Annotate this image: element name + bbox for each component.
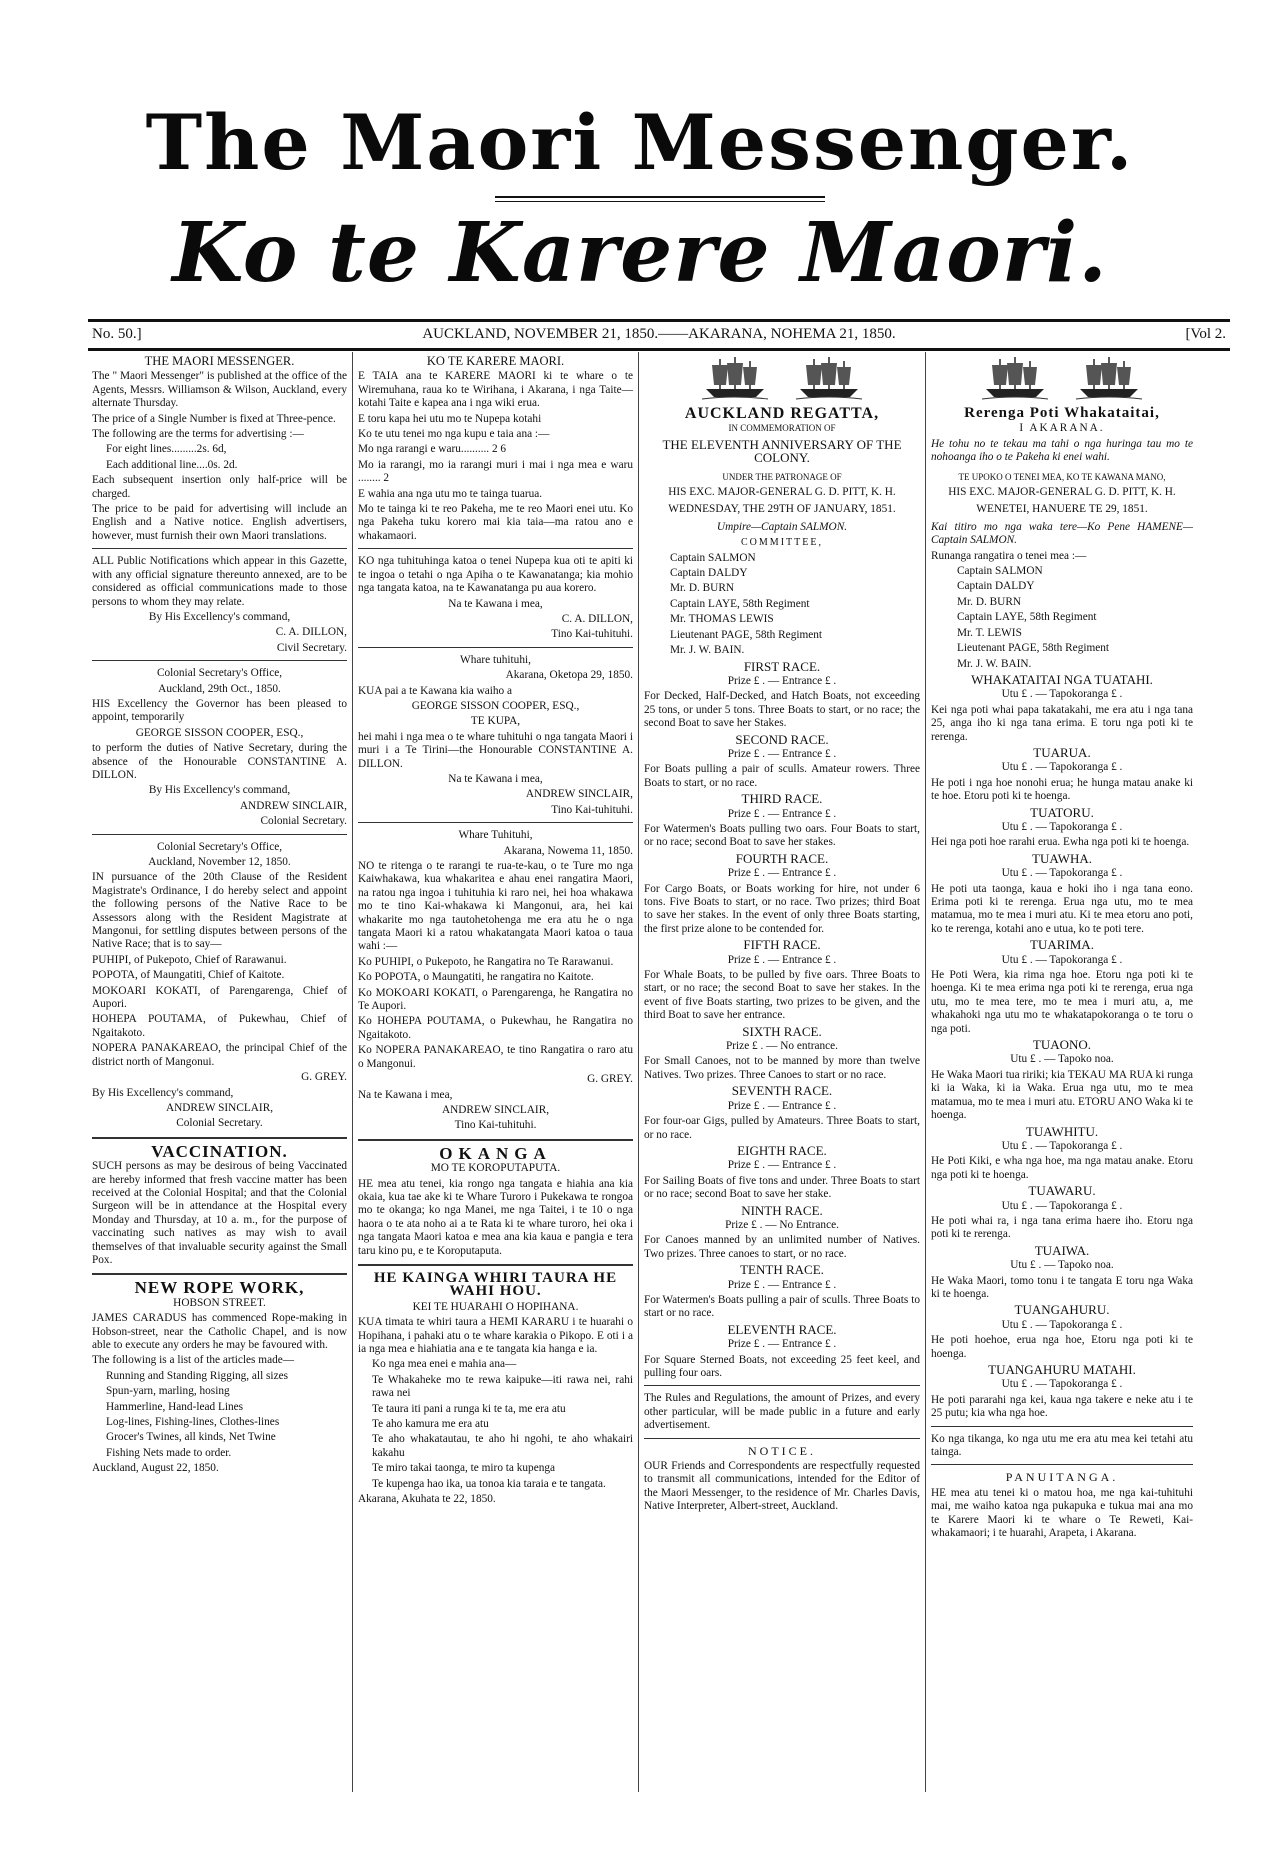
signature-title: Tino Kai-tuhituhi.	[551, 803, 633, 816]
race-prize: Prize £ . — No Entrance.	[725, 1218, 839, 1231]
paragraph: The following are the terms for advertising :—	[92, 428, 304, 441]
column-rule	[638, 352, 639, 1792]
regatta-heading: AUCKLAND REGATTA,	[684, 405, 880, 422]
race-heading: TUATORU.	[1030, 804, 1094, 820]
race-prize: Prize £ . — Entrance £ .	[727, 953, 837, 966]
rate-line: Each additional line....0s. 2d.	[106, 458, 238, 471]
dated-line: Akarana, Akuhata te 22, 1850.	[358, 1493, 496, 1506]
race-description: He Waka Maori, tomo tonu i te tangata E toru nga Waka ki te hoenga.	[931, 1274, 1193, 1300]
race-prize: Prize £ . — Entrance £ .	[727, 1159, 837, 1172]
race-prize: Prize £ . — Entrance £ .	[727, 1338, 837, 1351]
race-heading: TUAONO.	[1032, 1037, 1092, 1053]
committee-member: Captain SALMON	[957, 565, 1043, 578]
notice-paragraph: OUR Friends and Correspondents are respectfully requested to transmit all communications, intended for the Editor of the Maori Messenger, to the residence of Mr. Charles Davis, Native Interpreter, Albert-street, Auckland.	[644, 1460, 920, 1513]
rate-line: For eight lines.........2s. 6d,	[106, 443, 227, 456]
assessor-entry: PUHIPI, of Pukepoto, Chief of Rarawanui.	[92, 953, 287, 966]
column-4	[931, 355, 1193, 1845]
notice-paragraph: ALL Public Notifications which appear in this Gazette, with any official signature thereunto annexed, are to be considered as official communications made to those persons to whom they may relate.	[92, 555, 347, 608]
race-description: He poti uta taonga, kaua e hoki iho i nga tana eono. Erima poti ki te rerenga. Erua nga utu, mo te mea matamua, mo te mea i muri atu. Ki te mea etoru ano poti, ko te rerenga, kotahi ano e utua, ko te poti tere.	[931, 882, 1193, 935]
race-prize: Utu £ . — Tapokoranga £ .	[1001, 820, 1123, 833]
assessor-entry: NOPERA PANAKAREAO, the principal Chief of the district north of Mangonui.	[92, 1042, 347, 1068]
notice-paragraph: HE mea atu tenei ki o matou hoa, me nga kai-tuhituhi mai, me waiho katoa nga pukapuka e tukua mai ana mo te Karere Maori ki te whare o Te Reweti, Kai-whakamaori; i te huarahi, Arapeta, i Akarana.	[931, 1486, 1193, 1540]
committee-member: Mr. T. LEWIS	[957, 626, 1022, 639]
race-heading: TENTH RACE.	[740, 1262, 824, 1278]
ship-illustrations	[644, 355, 920, 401]
committee-member: Lieutenant PAGE, 58th Regiment	[670, 628, 823, 641]
race-description: For Canoes manned by an unlimited number of Natives. Two prizes. Three canoes to start, or no race.	[644, 1234, 920, 1260]
committee-member: Mr. D. BURN	[957, 595, 1022, 608]
assessor-entry: Ko MOKOARI KOKATI, o Parengarenga, he Rangatira no Te Aupori.	[358, 986, 633, 1013]
office-line: Whare tuhituhi,	[460, 653, 531, 666]
race-heading: TUARUA.	[1033, 744, 1091, 760]
rope-item: Ko nga mea enei e mahia ana—	[372, 1358, 517, 1371]
race-heading: FIRST RACE.	[743, 658, 821, 674]
notice-paragraph: hei mahi i nga mea o te whare tuhituhi o nga tangata Maori i muri i a Te Tirini—the Honourable CONSTANTINE A. DILLON.	[358, 730, 633, 770]
race-heading: SIXTH RACE.	[742, 1023, 822, 1039]
race-prize: Utu £ . — Tapoko noa.	[1010, 1259, 1114, 1272]
race-description: He poti i nga hoe nonohi erua; he hunga matau anake ki te hoe. Etoru poti ki te hoenga.	[931, 776, 1193, 803]
race-heading: FOURTH RACE.	[735, 850, 829, 866]
office-date: Auckland, November 12, 1850.	[148, 856, 291, 868]
race-description: For Cargo Boats, or Boats working for hire, not under 6 tons. Five Boats to start, or no race. Two prizes; third Boat to save her stakes. In the event of only three Boats starting, the first prize alone to be contended for.	[644, 882, 920, 935]
committee-heading: Runanga rangatira o tenei mea :—	[931, 549, 1087, 562]
paragraph: Ko te utu tenei mo nga kupu e taia ana :—	[358, 428, 550, 441]
rope-work-paragraph: JAMES CARADUS has commenced Rope-making in Hobson-street, near the Catholic Chapel, and is now able to execute any orders he may be favoured with.	[92, 1312, 347, 1351]
race-heading: SEVENTH RACE.	[731, 1083, 833, 1099]
regatta-maori-heading: Rerenga Poti Whakataitai,	[964, 405, 1160, 421]
committee-member: Captain SALMON	[670, 551, 756, 564]
section-heading: THE MAORI MESSENGER.	[144, 355, 295, 368]
sailing-ship-icon	[700, 355, 770, 401]
appointee-maori: TE KUPA,	[470, 715, 521, 728]
ship-illustrations	[931, 355, 1193, 401]
divider	[358, 1139, 633, 1141]
rope-work-heading: NEW ROPE WORK,	[134, 1278, 305, 1298]
committee-member: Mr. J. W. BAIN.	[670, 644, 745, 657]
signature: ANDREW SINCLAIR,	[239, 799, 347, 812]
assessor-entry: Ko POPOTA, o Maungatiti, he rangatira no Kaitote.	[358, 971, 594, 984]
race-list	[644, 660, 920, 1381]
paragraph: E TAIA ana te KARERE MAORI ki te whare o te Wiremuhana, raua ko te Wirihana, i Akarana, i nga Taite—kotahi Taite e kapea ana i nga wiki erua.	[358, 370, 633, 410]
race-prize: Prize £ . — Entrance £ .	[727, 674, 837, 687]
race-prize: Utu £ . — Tapokoranga £ .	[1001, 1199, 1123, 1212]
rope-work-maori-paragraph: KUA timata te whiri taura a HEMI KARARU i te huarahi o Hopihana, i pahaki atu o te whare karakia o Pikopo. E oti i a ia nga mea e hiahiatia ana e te tangata kia hanga e ia.	[358, 1316, 633, 1355]
rope-item: Fishing Nets made to order.	[106, 1446, 232, 1459]
race-prize: Utu £ . — Tapokoranga £ .	[1001, 867, 1123, 880]
signature: G. GREY.	[301, 1071, 347, 1084]
committee-member: Mr. D. BURN	[670, 582, 735, 595]
signature-title: Civil Secretary.	[276, 641, 347, 654]
committee-member: Lieutenant PAGE, 58th Regiment	[957, 642, 1110, 655]
rope-item: Te aho whakatautau, te aho hi ngohi, te aho whakairi kakahu	[372, 1433, 633, 1459]
race-prize: Prize £ . — Entrance £ .	[727, 1278, 837, 1291]
issue-number: No. 50.]	[92, 326, 142, 342]
race-description: For Decked, Half-Decked, and Hatch Boats, not exceeding 25 tons, or under 5 tons. Three Boats to start, or no race; the second Boat to save her Stakes.	[644, 690, 920, 730]
rope-item: Hammerline, Hand-lead Lines	[106, 1400, 244, 1413]
command-line: By His Excellency's command,	[92, 1086, 234, 1099]
race-prize: Utu £ . — Tapokoranga £ .	[1001, 1139, 1123, 1152]
dated-line: Auckland, August 22, 1850.	[92, 1462, 219, 1475]
race-heading: TUAWHA.	[1032, 850, 1092, 866]
race-description: He poti hoehoe, erua nga hoe, Etoru nga poti ki te hoenga.	[931, 1334, 1193, 1360]
assessor-entry: Ko HOHEPA POUTAMA, o Pukewhau, he Rangatira no Ngaitakoto.	[358, 1015, 633, 1041]
office-date: Auckland, 29th Oct., 1850.	[158, 682, 281, 695]
sailing-ship-icon	[1074, 355, 1144, 401]
committee-heading: COMMITTEE,	[741, 537, 823, 549]
race-description: Hei nga poti hoe rarahi erua. Ewha nga poti ki te hoenga.	[931, 836, 1190, 849]
signature-title: Tino Kai-tuhituhi.	[454, 1119, 537, 1132]
masthead-subtitle: Ko te Karere Maori.	[172, 205, 1108, 301]
signature-title: Tino Kai-tuhituhi.	[551, 628, 633, 641]
signature: C. A. DILLON,	[561, 612, 633, 625]
race-description: Kei nga poti whai papa takatakahi, me era atu i nga tana 25, anga iho ki nga tana erima. E toru nga poti ki te rerenga.	[931, 703, 1193, 743]
race-prize: Prize £ . — Entrance £ .	[727, 1099, 837, 1112]
appointee: GEORGE SISSON COOPER, ESQ.,	[411, 699, 580, 712]
race-prize: Utu £ . — Tapokoranga £ .	[1001, 761, 1123, 774]
race-heading: TUAIWA.	[1034, 1242, 1090, 1258]
regatta-date: WEDNESDAY, THE 29TH OF JANUARY, 1851.	[668, 503, 896, 516]
divider	[644, 1438, 920, 1439]
divider	[931, 1426, 1193, 1427]
regatta-occasion: THE ELEVENTH ANNIVERSARY OF THE COLONY.	[662, 436, 902, 466]
race-description: He Poti Kiki, e wha nga hoe, ma nga matau anake. Etoru nga poti ki te hoenga.	[931, 1155, 1193, 1181]
rules-paragraph: The Rules and Regulations, the amount of Prizes, and every other particular, will be made public in a future and early advertisement.	[644, 1392, 920, 1432]
issue-date: AUCKLAND, NOVEMBER 21, 1850.——AKARANA, NOHEMA 21, 1850.	[422, 326, 896, 342]
column-rule	[925, 352, 926, 1792]
committee-list	[931, 565, 1193, 671]
race-description: He poti pararahi nga kei, kaua nga takere e neke atu i te 25 putu; kia wha nga hoe.	[931, 1393, 1193, 1420]
notice-paragraph: IN pursuance of the 20th Clause of the Resident Magistrate's Ordinance, I do hereby select and appoint the following persons of the Native Race to be Assessors along with the Resident Magistrate at Mangonui, for settling disputes between persons of the Native Race; that is to say—	[92, 871, 347, 951]
office-date: Akarana, Nowema 11, 1850.	[503, 844, 633, 857]
divider	[92, 1137, 347, 1139]
command-line: By His Excellency's command,	[148, 784, 291, 797]
signature-title: Colonial Secretary.	[260, 815, 347, 828]
okanga-heading: OKANGA	[439, 1143, 552, 1163]
divider	[644, 1385, 920, 1386]
paragraph: E toru kapa hei utu mo te Nupepa kotahi	[358, 412, 542, 425]
rope-item: Te aho kamura me era atu	[372, 1418, 489, 1431]
column-1	[92, 355, 347, 1845]
race-description: For Watermen's Boats pulling two oars. Four Boats to start, or no race; second Boat to save her stakes.	[644, 822, 920, 849]
umpire-line: Kai titiro mo nga waka tere—Ko Pene HAMENE—Captain SALMON.	[931, 520, 1193, 547]
race-heading: TUANGAHURU.	[1014, 1302, 1110, 1318]
umpire-line: Umpire—Captain SALMON.	[716, 520, 848, 533]
signature-title: Colonial Secretary.	[176, 1117, 263, 1130]
race-description: He poti whai ra, i nga tana erima haere iho. Etoru nga poti ki te rerenga.	[931, 1214, 1193, 1241]
masthead-rule	[495, 196, 825, 198]
race-description: For Small Canoes, not to be manned by more than twelve Natives. Two prizes. Three Canoes to start or no race.	[644, 1055, 920, 1081]
race-description: For Watermen's Boats pulling a pair of sculls. Three Boats to start or no race.	[644, 1293, 920, 1320]
column-rule	[352, 352, 353, 1792]
paragraph: The price of a Single Number is fixed at Three-pence.	[92, 412, 336, 425]
signature: ANDREW SINCLAIR,	[165, 1101, 274, 1114]
divider	[931, 1464, 1193, 1465]
race-prize: Utu £ . — Tapokoranga £ .	[1001, 1318, 1123, 1331]
assessor-entry: Ko NOPERA PANAKAREAO, te tino Rangatira o raro atu o Mangonui.	[358, 1044, 633, 1070]
command-line: Na te Kawana i mea,	[448, 597, 543, 610]
regatta-maori-place: I AKARANA.	[1019, 422, 1105, 435]
office-date: Akarana, Oketopa 29, 1850.	[505, 669, 633, 682]
rope-work-maori-heading: HE KAINGA WHIRI TAURA HE WAHI HOU.	[373, 1269, 618, 1300]
rules-paragraph: Ko nga tikanga, ko nga utu me era atu mea kei tetahi atu tainga.	[931, 1432, 1193, 1459]
office-line: Colonial Secretary's Office,	[156, 840, 283, 853]
paragraph: The price to be paid for advertising will include an English and a Native notice. English advertisers, however, must furnish their own Maori translations.	[92, 503, 347, 542]
assessor-entry: POPOTA, of Maungatiti, Chief of Kaitote.	[92, 969, 285, 982]
vaccination-heading: VACCINATION.	[151, 1141, 288, 1161]
command-line: Na te Kawana i mea,	[448, 772, 543, 785]
masthead-rule-thin	[495, 201, 825, 202]
command-line: Na te Kawana i mea,	[358, 1088, 453, 1101]
rope-item: Te miro takai taonga, te miro ta kupenga	[372, 1462, 556, 1475]
rope-work-maori-subheading: KEI TE HUARAHI O HOPIHANA.	[412, 1300, 579, 1313]
committee-member: Mr. J. W. BAIN.	[957, 657, 1032, 670]
notice-paragraph: HIS Excellency the Governor has been pleased to appoint, temporarily	[92, 697, 347, 724]
paragraph: Mo te tainga ki te reo Pakeha, me te reo Maori enei utu. Ko nga Pakeha tuku korero mai kia taia—ma ratou ano e whakamaori.	[358, 503, 633, 542]
race-heading: ELEVENTH RACE.	[727, 1321, 837, 1337]
race-prize: Prize £ . — Entrance £ .	[727, 867, 837, 880]
race-description: For Sailing Boats of five tons and under. Three Boats to start or no race; second Boat to save her stake.	[644, 1174, 920, 1201]
patron-name: HIS EXC. MAJOR-GENERAL G. D. PITT, K. H.	[948, 486, 1176, 499]
race-description: He Poti Wera, kia rima nga hoe. Etoru nga poti ki te hoenga. Ki te mea erima nga poti ki te rerenga, erua nga utu, mo te mea tere, mo te mea i muri atu, a, me whakahoki nga utu mo te whakatapokoranga o te toru o nga poti.	[931, 969, 1193, 1035]
divider	[358, 647, 633, 648]
divider	[92, 834, 347, 835]
column-2	[358, 355, 633, 1845]
committee-list	[644, 552, 920, 658]
divider	[92, 1273, 347, 1275]
notice-heading: NOTICE.	[748, 1443, 816, 1458]
divider	[92, 548, 347, 549]
rope-item: Log-lines, Fishing-lines, Clothes-lines	[106, 1416, 280, 1429]
notice-heading: PANUITANGA.	[1005, 1470, 1119, 1485]
rope-item: Te taura iti pani a runga ki te ta, me era atu	[372, 1402, 566, 1415]
paragraph: Each subsequent insertion only half-price will be charged.	[92, 474, 347, 500]
race-heading: EIGHTH RACE.	[737, 1142, 827, 1158]
dateline	[88, 319, 1230, 351]
race-description: He Waka Maori tua ririki; kia TEKAU MA RUA ki runga ki ia Waka, ki ia Waka. Erua nga utu, mo te mea matamua, mo te mea i muri atu. ETORU ANO Waka ki te hoenga.	[931, 1068, 1193, 1122]
race-description: For Whale Boats, to be pulled by five oars. Three Boats to start, or no race; the second Boat to save her stakes. In the event of five Boats starting, two prizes to be given, and the third Boat to save her entrance.	[644, 969, 920, 1022]
race-list	[931, 673, 1193, 1421]
race-heading: TUARIMA.	[1030, 937, 1094, 953]
patronage-line: UNDER THE PATRONAGE OF	[722, 471, 842, 482]
race-description: For Square Sterned Boats, not exceeding 25 feet keel, and pulling four oars.	[644, 1353, 920, 1379]
race-heading: WHAKATAITAI NGA TUATAHI.	[971, 671, 1153, 687]
patron-name: HIS EXC. MAJOR-GENERAL G. D. PITT, K. H.	[668, 486, 896, 499]
assessor-entry: HOHEPA POUTAMA, of Pukewhau, Chief of Ngaitakoto.	[92, 1013, 347, 1039]
signature: G. GREY.	[587, 1073, 633, 1086]
section-heading: KO TE KARERE MAORI.	[426, 355, 565, 368]
paragraph: The " Maori Messenger" is published at the office of the Agents, Messrs. Williamson & Wilson, Auckland, every alternate Thursday.	[92, 370, 347, 410]
sailing-ship-icon	[794, 355, 864, 401]
assessor-entry: Ko PUHIPI, o Pukepoto, he Rangatira no Te Rarawanui.	[358, 955, 614, 968]
race-prize: Utu £ . — Tapoko noa.	[1010, 1053, 1114, 1066]
notice-paragraph: to perform the duties of Native Secretary, during the absence of the Honourable CONSTANTINE A. DILLON.	[92, 742, 347, 781]
race-prize: Prize £ . — Entrance £ .	[727, 807, 837, 820]
race-prize: Utu £ . — Tapokoranga £ .	[1001, 1378, 1123, 1391]
notice-paragraph: KUA pai a te Kawana kia waiho a	[358, 684, 513, 697]
appointee: GEORGE SISSON COOPER, ESQ.,	[135, 726, 304, 739]
divider	[358, 1264, 633, 1266]
okanga-paragraph: HE mea atu tenei, kia rongo nga tangata e hiahia ana kia okaia, kua tae ake ki te Whare Turoro i Pukekawa te rongoa mo te okanga; ko nga Manei, me nga Taitei, i te 10 o nga haora o te ata noho ai a te Rata ki te whare turoro, hei oka i nga tangata Maori katoa e mea ana kia kaua e pangia e tera taru kino pu, e te Koroputaputa.	[358, 1177, 633, 1257]
regatta-maori-occasion: He tohu no te tekau ma tahi o nga huringa tau mo te nohoanga iho o te Pakeha ki enei wahi.	[931, 437, 1193, 464]
office-line: Whare Tuhituhi,	[458, 829, 533, 842]
rope-work-paragraph: The following is a list of the articles made—	[92, 1354, 295, 1367]
rate-line: Mo nga rarangi e waru.......... 2 6	[358, 443, 507, 456]
signature: ANDREW SINCLAIR,	[525, 788, 633, 801]
race-description: For four-oar Gigs, pulled by Amateurs. Three Boats to start, or no race.	[644, 1115, 920, 1141]
rope-item: Grocer's Twines, all kinds, Net Twine	[106, 1431, 276, 1444]
race-heading: FIFTH RACE.	[743, 937, 821, 953]
command-line: By His Excellency's command,	[148, 610, 291, 623]
divider	[358, 822, 633, 823]
rope-work-subheading: HOBSON STREET.	[173, 1296, 266, 1309]
committee-member: Mr. THOMAS LEWIS	[670, 613, 774, 626]
rope-item: Spun-yarn, marling, hosing	[106, 1385, 230, 1398]
race-heading: THIRD RACE.	[741, 791, 823, 807]
regatta-date: WENETEI, HANUERE TE 29, 1851.	[976, 503, 1148, 516]
rate-line: Mo ia rarangi, mo ia rarangi muri i mai i nga mea e waru ........ 2	[358, 458, 633, 485]
committee-member: Captain LAYE, 58th Regiment	[670, 597, 810, 610]
race-prize: Utu £ . — Tapokoranga £ .	[1001, 953, 1123, 966]
vaccination-paragraph: SUCH persons as may be desirous of being Vaccinated are hereby informed that fresh vaccine matter has been received at the Colonial Hospital; and that the Colonial Surgeon will be in attendance at the Hospital every Monday and Thursday, at 10 a. m., for the purpose of vaccinating such natives as may wish to avail themselves of that invaluable security against the Small Pox.	[92, 1160, 347, 1266]
race-prize: Utu £ . — Tapokoranga £ .	[1001, 688, 1123, 701]
rope-item: Te kupenga hao ika, ua tonoa kia taraia e te tangata.	[372, 1477, 606, 1490]
race-heading: TUAWARU.	[1028, 1183, 1096, 1199]
paragraph: E wahia ana nga utu mo te tainga tuarua.	[358, 487, 543, 500]
sailing-ship-icon	[980, 355, 1050, 401]
volume-number: [Vol 2.	[1185, 326, 1226, 342]
assessor-entry: MOKOARI KOKATI, of Parengarenga, Chief of Aupori.	[92, 984, 347, 1011]
column-3	[644, 355, 920, 1845]
okanga-subheading: MO TE KOROPUTAPUTA.	[430, 1162, 561, 1175]
office-line: Colonial Secretary's Office,	[156, 667, 283, 680]
signature: C. A. DILLON,	[275, 626, 347, 639]
notice-paragraph: NO te ritenga o te rarangi te rua-te-kau, o te Ture mo nga Kaiwhakawa, kua whakaritea e ahau enei rangatira Maori, na ratou nga ingoa i tuhituhia ki raro nei, hei hoa whakawa mo te tino Kai-whakawa ki Mangonui, ara, hei kai whakarite mo nga tautohetohenga me era atu he o nga tangata Maori ki a ratou whakatangata Maori katoa o taua wahi :—	[358, 860, 633, 953]
committee-member: Captain LAYE, 58th Regiment	[957, 611, 1097, 624]
race-prize: Prize £ . — Entrance £ .	[727, 747, 837, 760]
race-heading: TUAWHITU.	[1025, 1123, 1099, 1139]
race-heading: TUANGAHURU MATAHI.	[988, 1362, 1136, 1377]
rope-item: Running and Standing Rigging, all sizes	[106, 1369, 288, 1382]
masthead-title: The Maori Messenger.	[145, 98, 1135, 187]
race-heading: SECOND RACE.	[735, 731, 829, 747]
race-prize: Prize £ . — No entrance.	[726, 1040, 838, 1053]
patronage-line: TE UPOKO O TENEI MEA, KO TE KAWANA MANO,	[958, 471, 1166, 482]
divider	[358, 548, 633, 549]
regatta-subheading: IN COMMEMORATION OF	[728, 423, 836, 434]
divider	[92, 660, 347, 661]
race-description: For Boats pulling a pair of sculls. Amateur rowers. Three Boats to start, or no race.	[644, 763, 920, 789]
rope-item: Te Whakaheke mo te rewa kaipuke—iti rawa nei, rahi rawa nei	[372, 1373, 633, 1400]
committee-member: Captain DALDY	[957, 580, 1035, 593]
race-heading: NINTH RACE.	[741, 1202, 823, 1218]
notice-paragraph: KO nga tuhituhinga katoa o tenei Nupepa kua oti te apiti ki te ingoa o tetahi o nga Apiha o te Kawanatanga; kia mohio nga tangata katoa, na te Kawanatanga pu aua korero.	[358, 555, 633, 595]
signature: ANDREW SINCLAIR,	[441, 1103, 550, 1116]
committee-member: Captain DALDY	[670, 567, 748, 580]
